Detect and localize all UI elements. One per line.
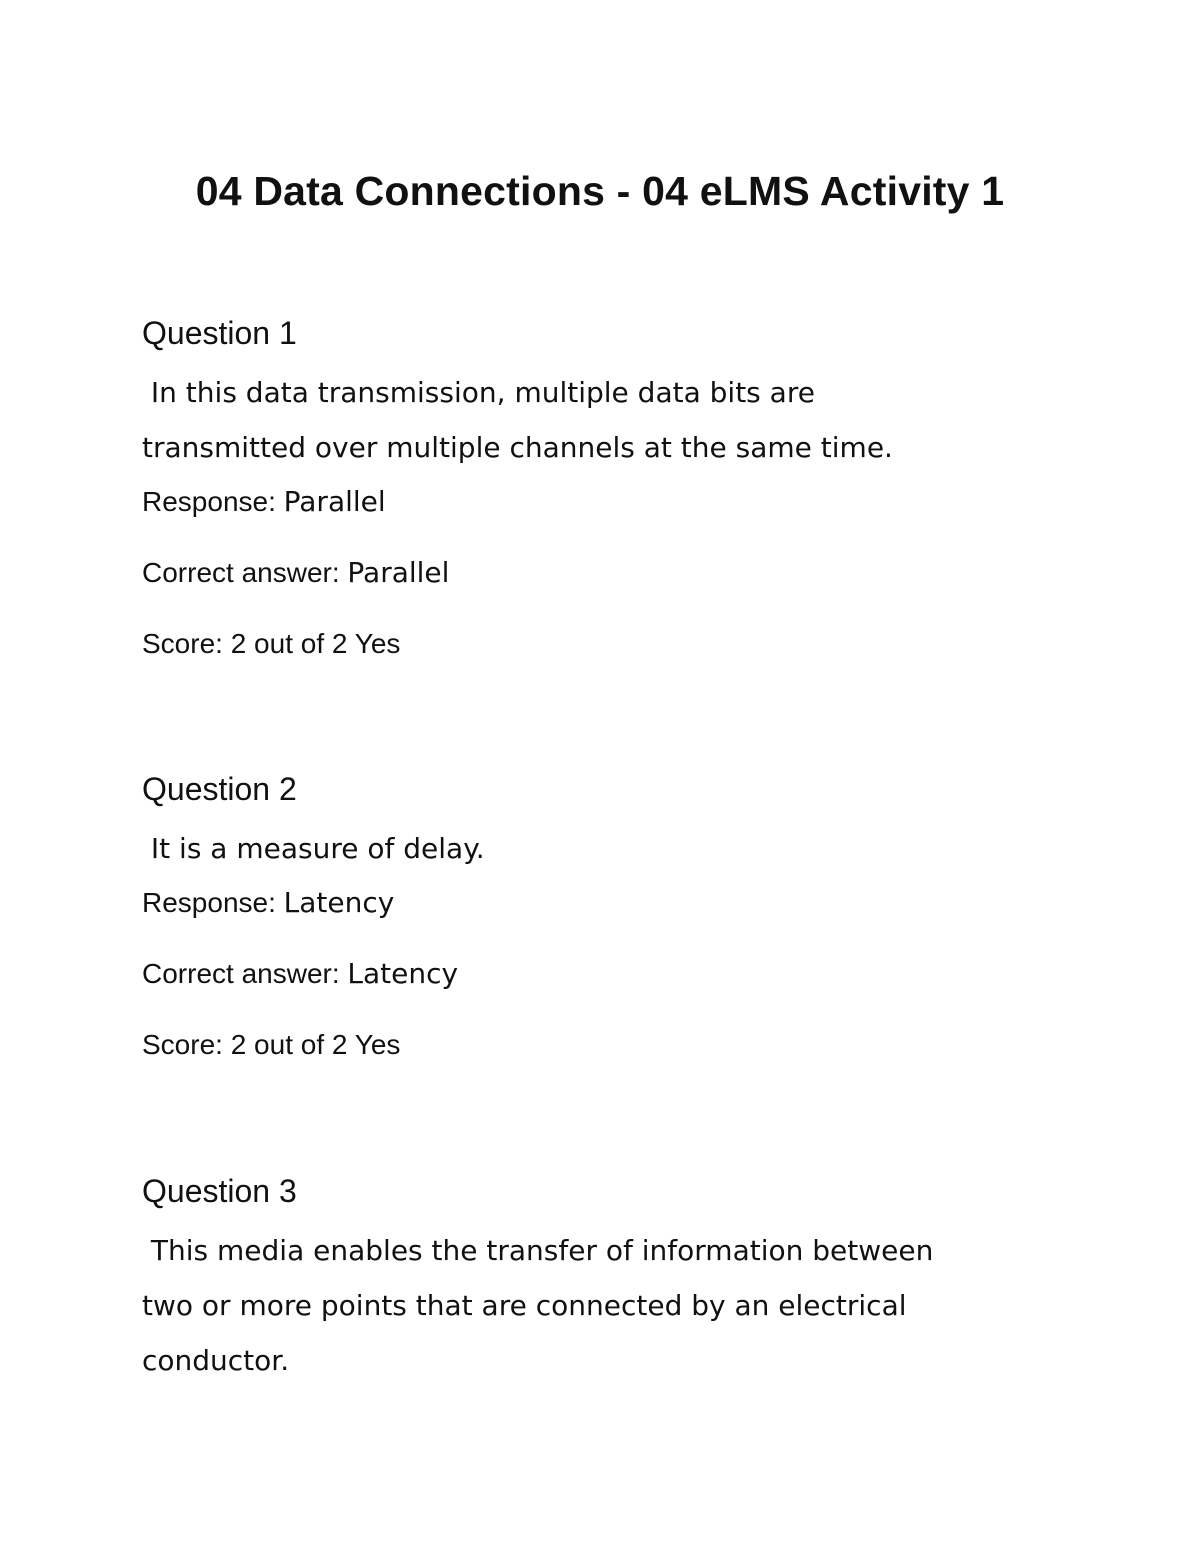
correct-answer-value: Parallel bbox=[347, 556, 450, 589]
response-value: Latency bbox=[283, 886, 395, 919]
correct-answer-line bbox=[142, 556, 1062, 591]
question-text: This media enables the transfer of information between two or more points that are connected by an electrical conductor. bbox=[142, 1234, 934, 1377]
correct-answer-value: Latency bbox=[347, 957, 459, 990]
correct-answer-line bbox=[142, 957, 1062, 992]
question-heading: Question 2 bbox=[142, 771, 297, 807]
score-line bbox=[142, 1028, 1062, 1063]
question-heading: Question 3 bbox=[142, 1173, 297, 1209]
question-heading: Question 1 bbox=[142, 315, 297, 351]
correct-answer-label: Correct answer: bbox=[142, 557, 348, 588]
score-label: Score: bbox=[142, 628, 231, 659]
response-label: Response: bbox=[142, 486, 284, 517]
question-block bbox=[142, 1171, 1062, 1388]
correct-answer-label: Correct answer: bbox=[142, 958, 348, 989]
score-value: 2 out of 2 Yes bbox=[230, 1029, 401, 1060]
question-block bbox=[142, 769, 1062, 1063]
score-label: Score: bbox=[142, 1029, 231, 1060]
question-text: It is a measure of delay. bbox=[142, 832, 485, 865]
response-label: Response: bbox=[142, 887, 284, 918]
question-block bbox=[142, 313, 1062, 662]
response-line bbox=[142, 485, 1062, 520]
document-title: 04 Data Connections - 04 eLMS Activity 1 bbox=[195, 168, 1005, 214]
score-value: 2 out of 2 Yes bbox=[230, 628, 401, 659]
score-line bbox=[142, 627, 1062, 662]
response-line bbox=[142, 886, 1062, 921]
response-value: Parallel bbox=[283, 485, 386, 518]
question-text: In this data transmission, multiple data bits are transmitted over multiple channels at the same time. bbox=[142, 376, 893, 464]
